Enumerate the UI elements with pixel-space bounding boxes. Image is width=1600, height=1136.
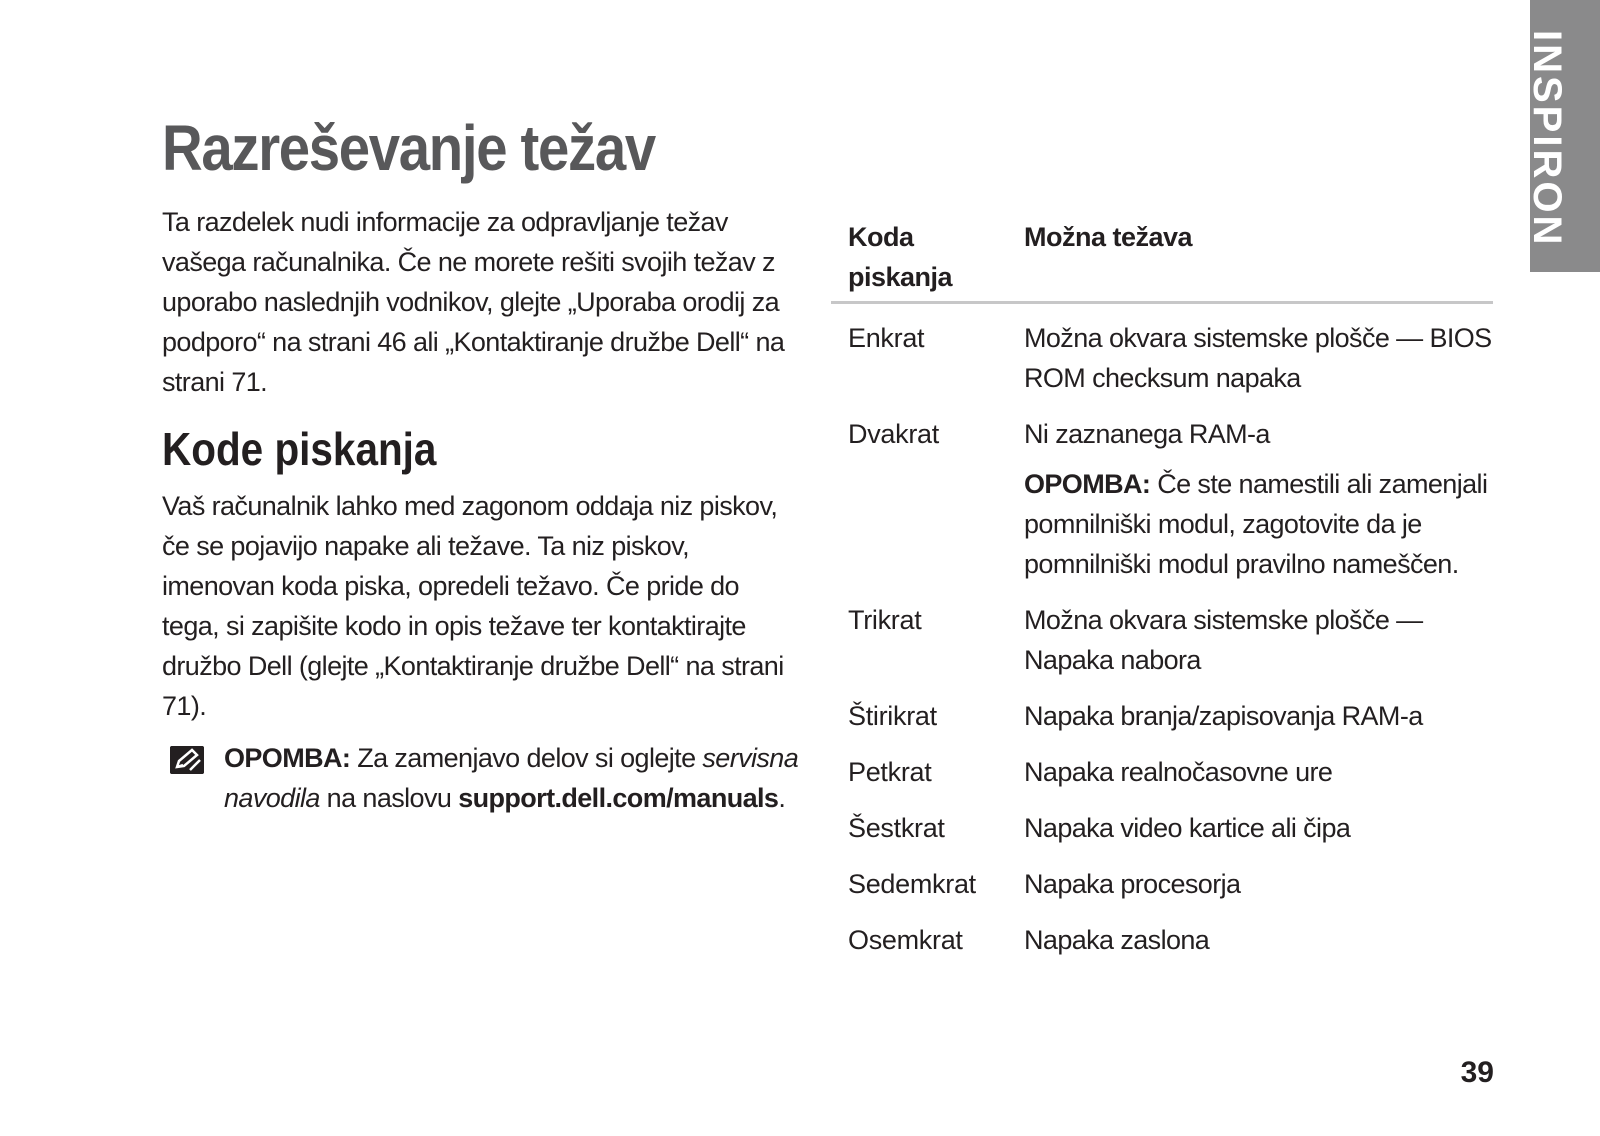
table-row [848,808,1493,848]
note-block [162,738,802,818]
possible-problem: Napaka branja/zapisovanja RAM-a [1024,701,1423,731]
possible-problem: Ni zaznanega RAM-a [1024,419,1270,449]
table-row [848,696,1493,736]
note-text [224,738,802,818]
table-row [848,318,1493,398]
beep-code-table [848,215,1493,960]
beep-code: Enkrat [848,323,925,353]
page-title: Razreševanje težav [162,112,655,184]
table-row [848,600,1493,680]
section-paragraph: Vaš računalnik lahko med zagonom oddaja niz piskov, če se pojavijo napake ali težave. Ta niz piskov, imenovan koda piska, opredeli težavo. Če pride do tega, si zapišite kodo in opis težave ter kontaktirajte družbo Dell (glejte „Kontaktiranje družbe Dell“ na strani 71). [162,491,784,721]
side-tab-label: INSPIRON [1525,30,1569,248]
beep-code: Trikrat [848,605,922,635]
table-row [848,864,1493,904]
note-text-part-3: . [778,783,786,813]
beep-code: Sedemkrat [848,869,976,899]
note-text-part-2: na naslovu [319,783,459,813]
left-column [162,108,802,818]
possible-problem: Napaka video kartice ali čipa [1024,813,1351,843]
beep-code: Osemkrat [848,925,963,955]
table-row [848,920,1493,960]
note-text-part-1: Za zamenjavo delov si oglejte [350,743,703,773]
intro-paragraph: Ta razdelek nudi informacije za odpravljanje težav vašega računalnika. Če ne morete rešiti svojih težav z uporabo naslednjih vodnikov, glejte „Uporaba orodij za podporo“ na strani 46 ali „Kontaktiranje družbe Dell“ na strani 71. [162,207,785,397]
table-row [848,414,1493,584]
header-possible-problem: Možna težava [1024,222,1193,252]
possible-problem: Možna okvara sistemske plošče — BIOS ROM checksum napaka [1024,323,1492,393]
header-beep-code: Koda piskanja [848,222,953,292]
possible-problem: Napaka realnočasovne ure [1024,757,1333,787]
possible-problem: Napaka procesorja [1024,869,1241,899]
note-label: OPOMBA: [224,743,351,773]
page-number: 39 [1460,1056,1494,1089]
note-manual-title: servisna navodila [224,743,799,813]
note-pencil-icon [170,746,204,774]
row-note-label: OPOMBA: [1024,469,1151,499]
table-header [831,215,1493,304]
table-row [848,752,1493,792]
possible-problem: Možna okvara sistemske plošče — Napaka nabora [1024,605,1423,675]
note-support-link[interactable]: support.dell.com/manuals [458,783,779,813]
possible-problem: Napaka zaslona [1024,925,1210,955]
beep-code: Štirikrat [848,701,937,731]
section-title: Kode piskanja [162,423,437,475]
beep-code: Šestkrat [848,813,945,843]
possible-problem-cell [1024,414,1493,584]
beep-code: Dvakrat [848,419,939,449]
beep-code: Petkrat [848,757,932,787]
row-note-text: Če ste namestili ali zamenjali pomnilniški modul, zagotovite da je pomnilniški modul pravilno nameščen. [1024,469,1488,579]
row-note [1024,464,1493,584]
